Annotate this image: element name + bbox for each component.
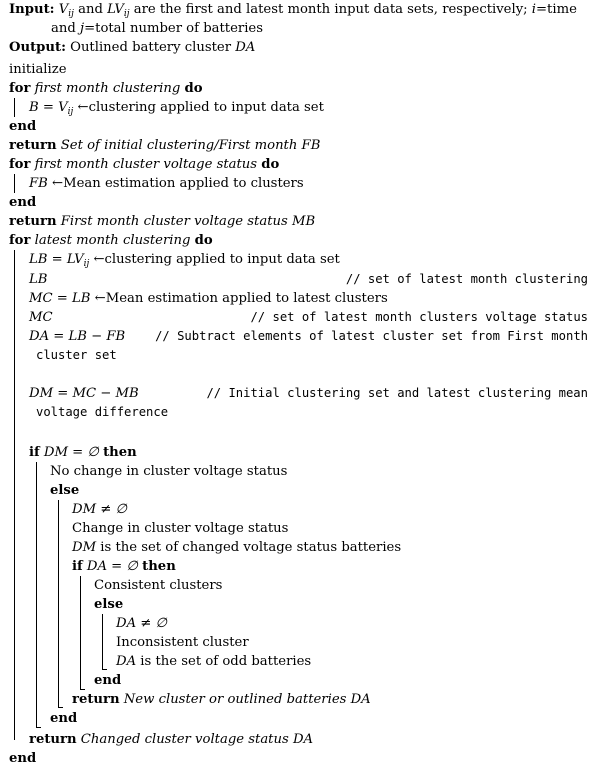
block-rule-for3 <box>14 250 15 740</box>
da-var: DA <box>116 654 137 669</box>
block-tick-else1 <box>58 707 63 708</box>
return-keyword: return <box>9 138 57 153</box>
fb-line <box>29 174 304 193</box>
input-v: V <box>58 2 69 17</box>
change-text: Change in cluster voltage status <box>72 521 289 536</box>
input-j: j <box>80 21 85 36</box>
for-keyword: for <box>9 81 31 96</box>
return1-text: Set of initial clustering/First month FB <box>60 138 321 153</box>
dm-set-text: is the set of changed voltage status batteries <box>96 540 402 555</box>
output-label: Output: <box>9 40 66 55</box>
da-ne: DA ≠ ∅ <box>116 616 168 631</box>
for3-line <box>9 231 213 250</box>
dm-set-line <box>72 538 401 557</box>
input-i: i <box>531 2 536 17</box>
end-keyword: end <box>9 751 37 766</box>
dm-assign-line <box>29 384 139 403</box>
consistent-line <box>94 576 222 595</box>
return3-text: New cluster or outlined batteries DA <box>123 692 371 707</box>
for3-cond: latest month clustering <box>34 233 191 248</box>
dm-eq: DM = MC − MB <box>29 386 139 401</box>
if1-cond: DM = ∅ <box>43 445 99 460</box>
da-comment-2: cluster set <box>36 348 117 362</box>
lb-line <box>29 270 47 289</box>
input-and: and <box>73 2 108 17</box>
no-change-line <box>50 462 287 481</box>
da-eq: DA = LB − FB <box>29 329 126 344</box>
else1-line <box>50 481 79 500</box>
else-keyword: else <box>50 483 80 498</box>
then-keyword: then <box>103 445 137 460</box>
mc-eq: MC = LB <box>29 291 91 306</box>
end-keyword: end <box>50 711 78 726</box>
for-keyword: for <box>9 157 31 172</box>
end-else2 <box>94 671 121 690</box>
block-tick-else2 <box>102 669 107 670</box>
input-label: Input: <box>9 2 55 17</box>
da-set-line <box>116 652 311 671</box>
block-rule-for1 <box>14 98 15 117</box>
lb-rest: ←clustering applied to input data set <box>89 252 340 267</box>
consistent-text: Consistent clusters <box>94 578 223 593</box>
block-tick-if1 <box>36 727 41 728</box>
return2-line <box>9 212 315 231</box>
if-keyword: if <box>72 559 83 574</box>
input-eq-time: =time <box>536 2 577 17</box>
inconsistent-text: Inconsistent cluster <box>116 635 249 650</box>
da-set-text: is the set of odd batteries <box>136 654 312 669</box>
end-else1 <box>50 709 77 728</box>
output-da: DA <box>235 40 256 55</box>
mc-rest: ←Mean estimation applied to latest clusters <box>90 291 388 306</box>
block-rule-for2 <box>14 174 15 193</box>
if-keyword: if <box>29 445 40 460</box>
fb-rest: ←Mean estimation applied to clusters <box>47 176 304 191</box>
dm-ne: DM ≠ ∅ <box>72 502 127 517</box>
do-keyword: do <box>184 81 203 96</box>
lb-var: LB <box>29 272 48 287</box>
b-assign-line <box>29 98 324 117</box>
end-for1 <box>9 117 36 136</box>
input-v-sub: ij <box>68 9 74 19</box>
return2-text: First month cluster voltage status MB <box>60 214 316 229</box>
input-text1: are the first and latest month input data sets, respectively; <box>129 2 532 17</box>
da-ne-line <box>116 614 167 633</box>
for1-line <box>9 79 203 98</box>
end-keyword: end <box>9 195 37 210</box>
else-keyword: else <box>94 597 124 612</box>
end-keyword: end <box>94 673 122 688</box>
output-line <box>9 38 255 57</box>
da-comment-1: // Subtract elements of latest cluster set from First month <box>155 329 588 343</box>
for1-cond: first month clustering <box>34 81 181 96</box>
for2-line <box>9 155 279 174</box>
then-keyword: then <box>142 559 176 574</box>
b-eq: B = V <box>29 100 68 115</box>
output-text: Outlined battery cluster <box>65 40 236 55</box>
do-keyword: do <box>261 157 280 172</box>
inconsistent-line <box>116 633 249 652</box>
dm-var: DM <box>72 540 97 555</box>
mc-var: MC <box>29 310 53 325</box>
lb-eq-sub: ij <box>83 259 90 269</box>
b-eq-sub: ij <box>67 107 74 117</box>
end-keyword: end <box>9 119 37 134</box>
do-keyword: do <box>194 233 213 248</box>
input-lv-sub: ij <box>123 9 130 19</box>
return4-line <box>29 730 313 749</box>
input-eq-total: =total number of batteries <box>84 21 264 36</box>
input-line <box>9 0 577 19</box>
for-keyword: for <box>9 233 31 248</box>
dm-comment-1: // Initial clustering set and latest clustering mean <box>206 386 588 400</box>
for2-cond: first month cluster voltage status <box>34 157 258 172</box>
if2-cond: DA = ∅ <box>86 559 138 574</box>
block-rule-else1 <box>58 500 59 708</box>
block-rule-else2 <box>102 614 103 670</box>
return-keyword: return <box>9 214 57 229</box>
input-and2: and <box>51 21 80 36</box>
no-change-text: No change in cluster voltage status <box>50 464 288 479</box>
return-keyword: return <box>72 692 120 707</box>
change-line <box>72 519 288 538</box>
dm-ne-line <box>72 500 127 519</box>
input-line-2 <box>51 19 263 38</box>
return3-line <box>72 690 371 709</box>
lb-comment: // set of latest month clustering <box>345 272 588 286</box>
end-for2 <box>9 193 36 212</box>
dm-comment-2: voltage difference <box>36 405 169 419</box>
block-rule-if2 <box>80 576 81 690</box>
input-lv: LV <box>107 2 124 17</box>
block-rule-if1 <box>36 462 37 728</box>
mc-line <box>29 308 53 327</box>
initialize-keyword: initialize <box>9 62 67 77</box>
end-for3 <box>9 749 36 768</box>
initialize-line <box>9 60 67 79</box>
lb-eq: LB = LV <box>29 252 84 267</box>
da-assign-line <box>29 327 125 346</box>
else2-line <box>94 595 123 614</box>
if1-line <box>29 443 137 462</box>
mc-assign-line <box>29 289 388 308</box>
if2-line <box>72 557 176 576</box>
fb-var: FB <box>29 176 48 191</box>
return4-text: Changed cluster voltage status DA <box>80 732 314 747</box>
mc-comment: // set of latest month clusters voltage status <box>250 310 588 324</box>
return-keyword: return <box>29 732 77 747</box>
return1-line <box>9 136 320 155</box>
lb-assign-line <box>29 250 340 269</box>
b-rest: ←clustering applied to input data set <box>73 100 324 115</box>
